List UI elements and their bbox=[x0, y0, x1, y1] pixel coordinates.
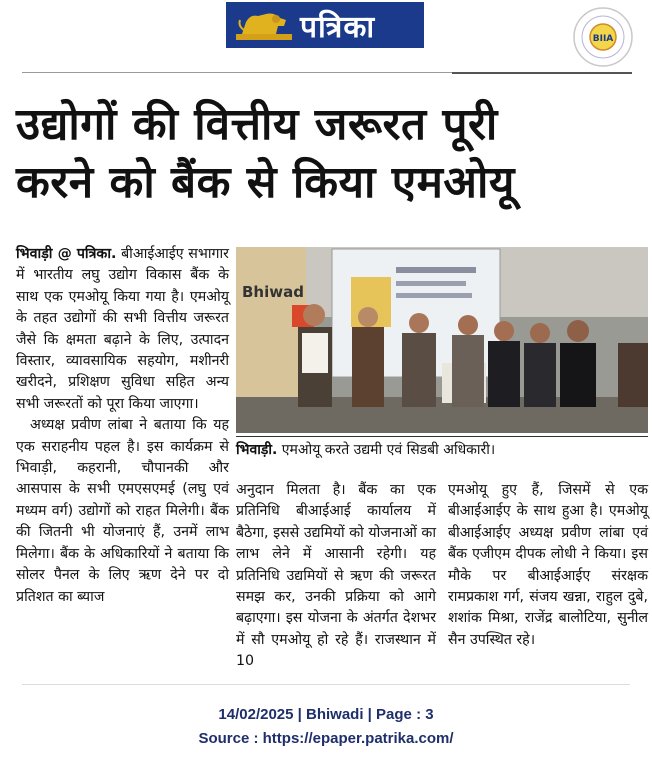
article-column-3: एमओयू हुए हैं, जिसमें से एक बीआईआईए के साथ हुआ है। एमओयू बीआईआईए अध्यक्ष प्रवीण लांबा एवं बैंक एजीएम दीपक लोधी ने किया। इस मौके पर बीआईआईए संरक्षक रामप्रकाश गर्ग, संजय खन्ना, राहुल दुबे, शशांक मिश्रा, राजेंद्र बालोटिया, सुनील सैन उपस्थित रहे। bbox=[448, 482, 648, 648]
top-rule-accent bbox=[452, 72, 632, 74]
photo-banner-text: Bhiwad bbox=[242, 283, 304, 301]
headline-line-2: करने को बैंक से किया एमओयू bbox=[16, 157, 515, 208]
paragraph-2: अध्यक्ष प्रवीण लांबा ने बताया कि यह एक सराहनीय पहल है। इस कार्यक्रम से भिवाड़ी, कहरानी, चौपानकी और आसपास के सभी एमएसएमई (लघु एवं मध्यम वर्ग) उद्योगों को राहत मिलेगी। बैंक की जितनी भी योजनाएं हैं, उनमें लाभ मिलेगा। बैंक के अधिकारियों ने बताया कि सोलर पैनल के लिए ऋण देने पर दो प्रतिशत का ब्याज bbox=[16, 417, 229, 605]
newspaper-brand: पत्रिका bbox=[300, 9, 376, 45]
footer-date-line: 14/02/2025 | Bhiwadi | Page : 3 bbox=[218, 706, 434, 723]
lion-logo-icon bbox=[236, 8, 292, 42]
article-column-1 bbox=[16, 244, 229, 608]
headline bbox=[16, 96, 640, 212]
footer-source-line: Source : https://epaper.patrika.com/ bbox=[198, 730, 454, 747]
article-column-2: अनुदान मिलता है। बैंक का एक प्रतिनिधि बीआईआई कार्यालय में बैठेगा, इससे उद्यमियों को योजनाओं का लाभ लेने में आसानी रहेगी। यह प्रतिनिधि उद्यमियों से ऋण की जरूरत समझ कर, उनकी प्रक्रिया को आगे बढ़ाएगा। इस योजना के अंतर्गत देशभर में सौ एमओयू हो रहे हैं। राजस्थान में 10 bbox=[236, 482, 436, 670]
masthead bbox=[226, 2, 424, 48]
event-photo-image bbox=[236, 247, 648, 433]
caption-text: एमओयू करते उद्यमी एवं सिडबी अधिकारी। bbox=[281, 442, 496, 458]
bottom-rule bbox=[22, 684, 630, 685]
photo-caption bbox=[236, 436, 648, 465]
paragraph-1: बीआईआईए सभागार में भारतीय लघु उद्योग विकास बैंक के साथ एक एमओयू किया गया है। एमओयू के तहत उद्योगों की सभी वित्तीय जरूरत जैसे कि क्षमता बढ़ाने के लिए, उत्पादन विस्तार, व्यावसायिक सहयोग, मशीनरी खरीदने, प्रशिक्षण सुविधा सहित अन्य सभी जरूरतों को पूरा किया जाएगा। bbox=[16, 246, 229, 412]
article-photo bbox=[236, 247, 648, 433]
biia-seal-icon bbox=[572, 6, 634, 68]
headline-line-1: उद्योगों की वित्तीय जरूरत पूरी bbox=[16, 99, 498, 150]
caption-place: भिवाड़ी. bbox=[236, 442, 278, 458]
dateline: भिवाड़ी @ पत्रिका. bbox=[16, 246, 117, 262]
seal-label: BIIA bbox=[592, 34, 614, 44]
